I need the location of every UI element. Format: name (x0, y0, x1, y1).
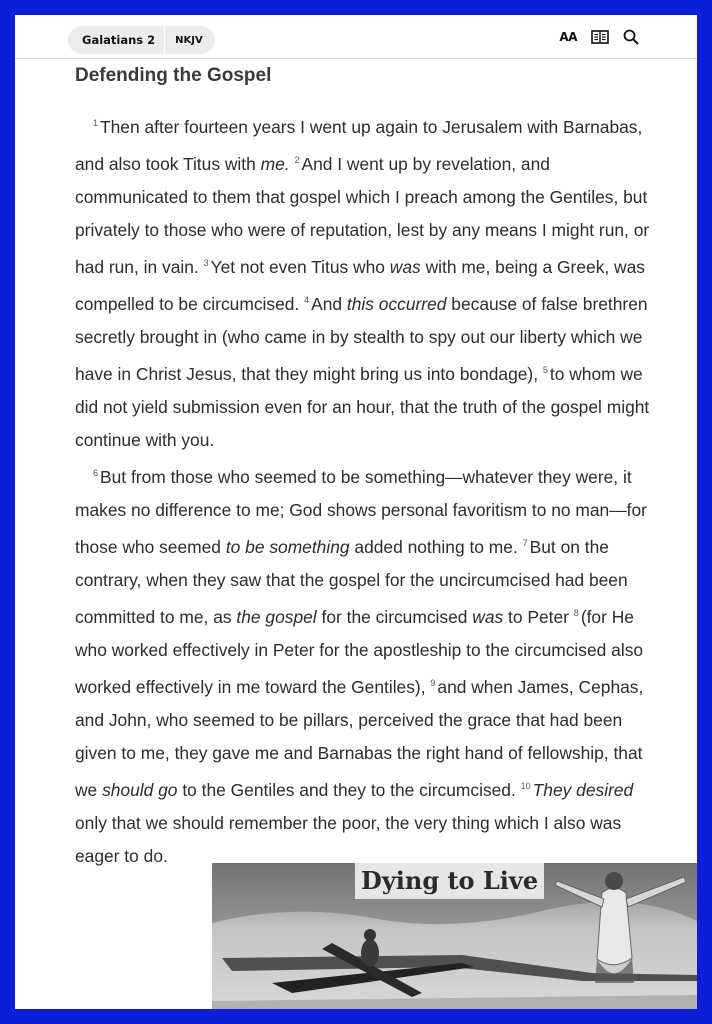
chapter-selector[interactable] (68, 26, 215, 54)
image-caption: Dying to Live (355, 863, 544, 899)
paragraph (75, 107, 659, 457)
verse-text: Then after fourteen years I went up again to Jerusalem with Barnabas, and also took Titus with (75, 117, 643, 174)
verse-text: because of false brethren secretly brought in (who came in by stealth to spy out our liberty which we have in Christ Jesus, that they might bring us into bondage), (75, 294, 648, 384)
section-title: Defending the Gospel (75, 65, 272, 86)
verse-text-italic: to be something (225, 537, 350, 557)
verse-text: to the Gentiles and they to the circumcised. (177, 780, 516, 800)
verse-number: 6 (93, 468, 99, 478)
verse-text: for the circumcised (316, 607, 473, 627)
text-size-icon[interactable]: AA (559, 30, 577, 44)
verse-number: 1 (93, 118, 99, 128)
top-bar (15, 15, 697, 59)
verse-text-italic: was (472, 607, 504, 627)
verse-number: 3 (203, 258, 209, 268)
verse-number: 5 (542, 365, 548, 375)
verse-number: 4 (304, 295, 310, 305)
verse-text: to whom we did not yield submission even for an hour, that the truth of the gospel might continue with you. (75, 364, 650, 450)
verse-text-italic: should go (102, 780, 178, 800)
verse-text: Yet not even Titus who (210, 257, 390, 277)
verse-text-italic: me. (260, 154, 290, 174)
verse-number: 8 (573, 608, 579, 618)
verse-text-italic: the gospel (236, 607, 317, 627)
verse-text: added nothing to me. (349, 537, 518, 557)
verse-number: 10 (520, 781, 531, 791)
verse-text: to Peter (503, 607, 569, 627)
toolbar (559, 29, 639, 45)
verse-text: But on the contrary, when they saw that the gospel for the uncircumcised had been committed to me, as (75, 537, 628, 627)
verse-text: And (311, 294, 347, 314)
verse-text: But from those who seemed to be something—whatever they were, it makes no difference to me; God shows personal favoritism to no man—for those who seemed (75, 467, 647, 557)
search-icon[interactable] (623, 29, 639, 45)
verse-text: only that we should remember the poor, the very thing which I also was eager to do. (75, 813, 622, 866)
verse-text-italic: this occurred (346, 294, 447, 314)
verse-text: (for He who worked effectively in Peter for the apostleship to the circumcised also worked effectively in me toward the Gentiles), (75, 607, 644, 697)
book-icon[interactable] (591, 30, 609, 44)
book-chapter-label[interactable]: Galatians 2 (82, 33, 156, 47)
verse-text-italic: was (389, 257, 421, 277)
verse-number: 9 (430, 678, 436, 688)
verse-text: and when James, Cephas, and John, who seemed to be pillars, perceived the grace that had been given to me, they gave me and Barnabas the right hand of fellowship, that we (75, 677, 644, 800)
version-label[interactable]: NKJV (164, 26, 215, 54)
dying-to-live-image (212, 863, 697, 1009)
verse-text-italic: They desired (532, 780, 634, 800)
verse-number: 7 (522, 538, 528, 548)
verse-text: with me, being a Greek, was compelled to be circumcised. (75, 257, 645, 314)
paragraph (75, 457, 659, 873)
verse-text: And I went up by revelation, and communicated to them that gospel which I preach among the Gentiles, but privately to those who were of reputation, lest by any means I might run, or had run, in vain. (75, 154, 650, 277)
reader-page (15, 15, 697, 1009)
verse-number: 2 (294, 155, 300, 165)
chapter-text (75, 107, 659, 873)
